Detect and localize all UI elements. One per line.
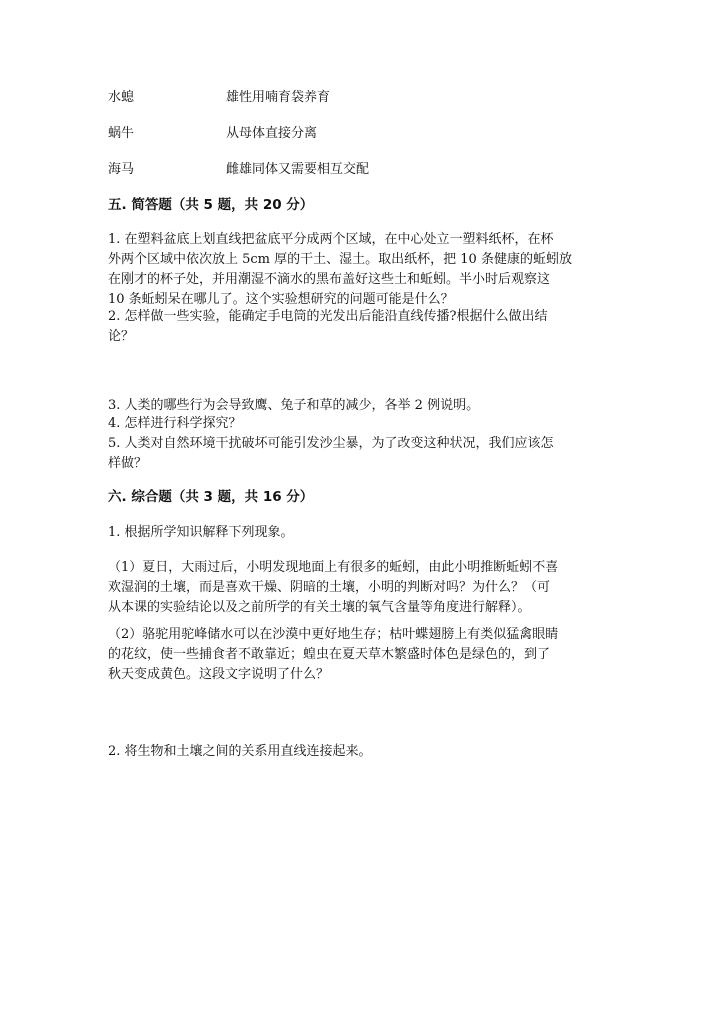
section5-question-4: 4. 怎样进行科学探究？ — [108, 416, 242, 431]
question-line: 在刚才的杯子处，并用潮湿不滴水的黑布盖好这些土和蚯蚓。半小时后观察这 — [108, 272, 551, 287]
section6-question-1: 1. 根据所学知识解释下列现象。 — [108, 525, 294, 540]
match-animal-3: 海马 — [108, 162, 135, 177]
section5-question-1 — [108, 230, 618, 310]
section5-question-3: 3. 人类的哪些行为会导致鹰、兔子和草的减少，各举 2 例说明。 — [108, 398, 480, 413]
question-line: 欢湿润的土壤，而是喜欢干燥、阴暗的土壤，小明的判断对吗？为什么？（可 — [108, 580, 551, 595]
section5-question-5 — [108, 434, 618, 474]
question-line: 10 条蚯蚓呆在哪儿了。这个实验想研究的问题可能是什么？ — [108, 292, 454, 307]
question-line: 的花纹，使一些捕食者不敢靠近；蝗虫在夏天草木繁盛时体色是绿色的，到了 — [108, 647, 551, 662]
section6-question-2: 2. 将生物和土壤之间的关系用直线连接起来。 — [108, 744, 372, 759]
match-method-2: 从母体直接分离 — [226, 126, 318, 141]
question-line: 样做？ — [108, 456, 148, 471]
question-line: 从本课的实验结论以及之前所学的有关土壤的氧气含量等角度进行解释）。 — [108, 600, 531, 615]
match-animal-1: 水螅 — [108, 90, 135, 105]
section6-title: 六. 综合题（共 3 题，共 16 分） — [108, 489, 314, 505]
question-line: 外两个区域中依次放上 5cm 厚的干土、湿土。取出纸杯，把 10 条健康的蚯蚓放 — [108, 252, 572, 267]
question-line: 论？ — [108, 329, 135, 344]
question-line: （1）夏日，大雨过后，小明发现地面上有很多的蚯蚓，由此小明推断蚯蚓不喜 — [108, 560, 559, 575]
question-line: 1. 在塑料盆底上划直线把盆底平分成两个区域，在中心处立一塑料纸杯，在杯 — [108, 232, 554, 247]
match-method-3: 雌雄同体又需要相互交配 — [226, 162, 370, 177]
question-line: 2. 怎样做一些实验，能确定手电筒的光发出后能沿直线传播?根据什么做出结 — [108, 309, 548, 324]
match-method-1: 雄性用喃育袋养育 — [226, 90, 331, 105]
section5-title: 五. 简答题（共 5 题，共 20 分） — [108, 197, 314, 213]
section6-subquestion-2 — [108, 625, 618, 685]
question-line: （2）骆驼用驼峰储水可以在沙漠中更好地生存；枯叶蝶翅膀上有类似猛禽眼睛 — [108, 627, 559, 642]
question-line: 秋天变成黄色。这段文字说明了什么？ — [108, 667, 330, 682]
section6-subquestion-1 — [108, 558, 618, 618]
section5-question-2 — [108, 307, 618, 347]
question-line: 5. 人类对自然环境干扰破坏可能引发沙尘暴，为了改变这种状况，我们应该怎 — [108, 436, 554, 451]
match-animal-2: 蜗牛 — [108, 126, 135, 141]
